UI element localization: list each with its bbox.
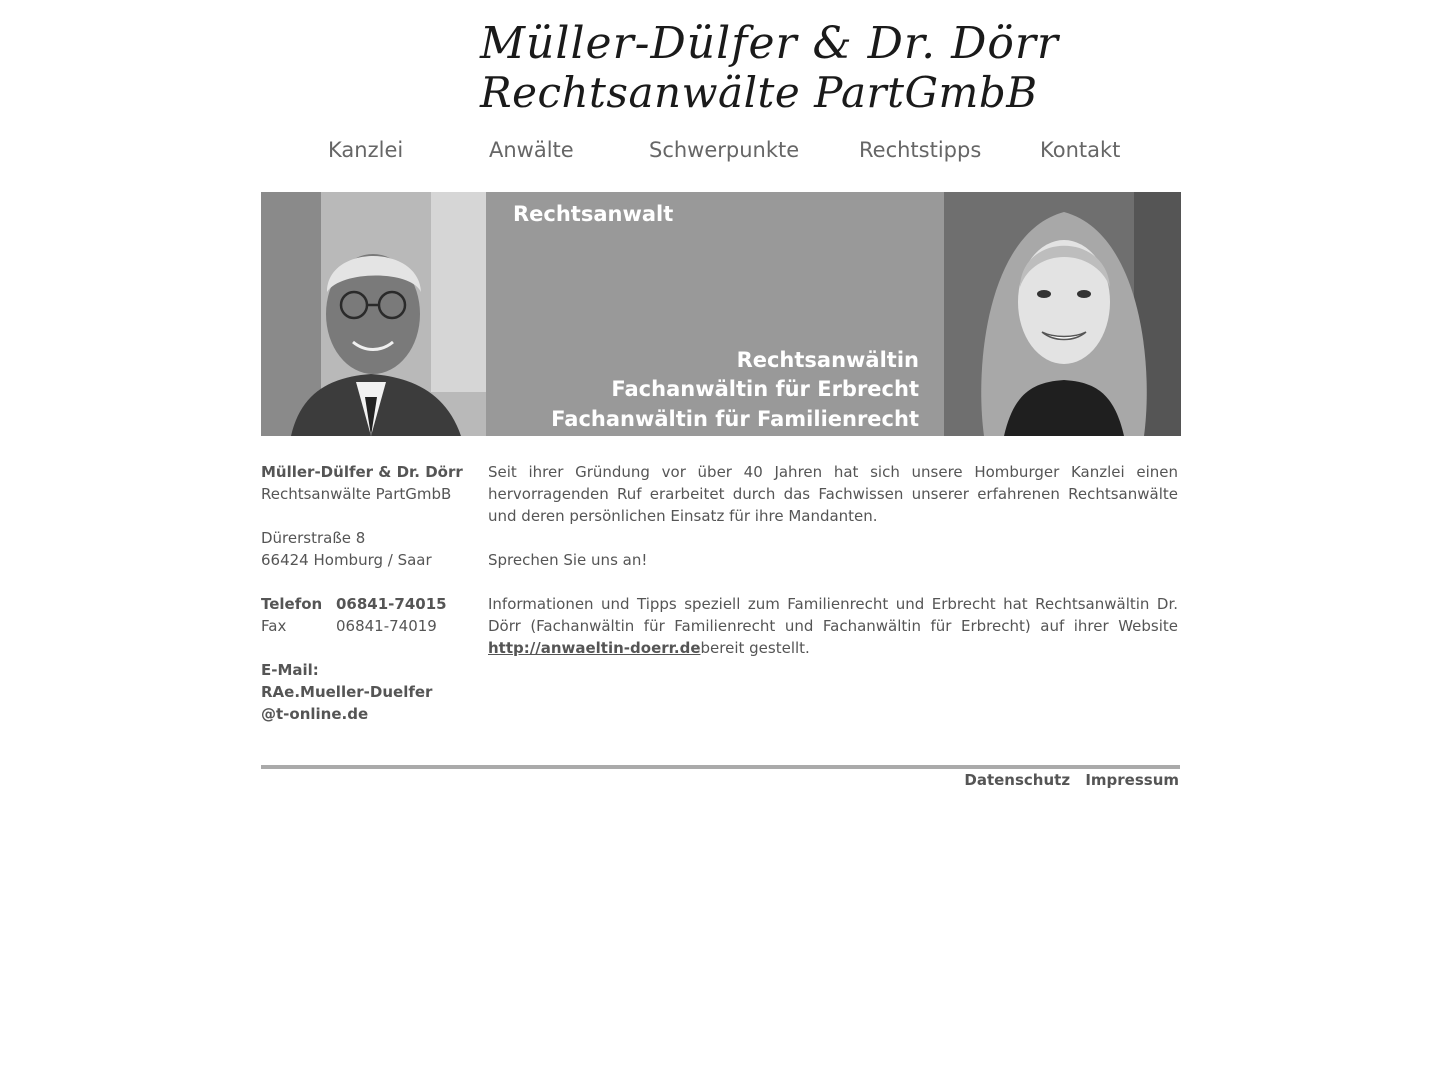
nav-item-kanzlei[interactable]: Kanzlei	[328, 138, 404, 162]
contact-sidebar	[261, 461, 471, 725]
info-paragraph	[488, 593, 1178, 659]
email-label: E-Mail:	[261, 661, 319, 679]
intro-paragraph: Seit ihrer Gründung vor über 40 Jahren hat sich unsere Homburger Kanzlei einen hervorragenden Ruf erarbeitet durch das Fachwissen unserer erfahrenen Rechtsanwälte und deren persönlichen Einsatz für ihre Mandanten.	[488, 463, 1178, 525]
nav-item-schwerpunkte[interactable]: Schwerpunkte	[649, 138, 800, 162]
phone-row	[261, 593, 471, 615]
phone-label: Telefon	[261, 595, 323, 613]
lawyers-banner	[261, 192, 1181, 436]
email-link[interactable]	[261, 681, 471, 725]
main-content	[488, 461, 1178, 681]
spacer	[261, 505, 471, 527]
imprint-link[interactable]: Impressum	[1085, 771, 1179, 789]
fax-label: Fax	[261, 617, 287, 635]
banner-title-left: Rechtsanwalt	[513, 202, 674, 226]
footer-links	[954, 771, 1179, 789]
banner-right-line-3: Fachanwältin für Familienrecht	[551, 407, 919, 431]
photo-male-lawyer	[261, 192, 486, 436]
banner-right-line-1: Rechtsanwältin	[736, 348, 919, 372]
nav-item-anwaelte[interactable]: Anwälte	[489, 138, 574, 162]
firm-logo[interactable]	[470, 10, 1059, 118]
phone-number[interactable]: 06841-74015	[336, 595, 447, 613]
nav-item-kontakt[interactable]: Kontakt	[1040, 138, 1121, 162]
footer-divider	[261, 765, 1180, 769]
call-to-action: Sprechen Sie uns an!	[488, 551, 648, 569]
banner-right-line-2: Fachanwältin für Erbrecht	[611, 377, 919, 401]
firm-type: Rechtsanwälte PartGmbB	[261, 485, 452, 503]
firm-name: Müller-Dülfer & Dr. Dörr	[261, 463, 463, 481]
nav-item-rechtstipps[interactable]: Rechtstipps	[859, 138, 982, 162]
logo-line-2: Rechtsanwälte PartGmbB	[480, 68, 1038, 117]
female-lawyer-portrait	[944, 192, 1181, 436]
info-text: Informationen und Tipps speziell zum Familienrecht und Erbrecht hat Rechtsanwältin Dr. Dörr (Fachanwältin für Familienrecht und Fachanwältin für Erbrecht) auf ihrer Website	[488, 595, 1178, 635]
main-navigation	[261, 138, 1181, 172]
spacer	[261, 571, 471, 593]
info-suffix: bereit gestellt.	[700, 639, 810, 657]
email-line-2[interactable]: @t-online.de	[261, 705, 369, 723]
website-link[interactable]: http://anwaeltin-doerr.de	[488, 639, 701, 657]
fax-number: 06841-74019	[336, 617, 437, 635]
logo-line-1: Müller-Dülfer & Dr. Dörr	[480, 18, 1059, 69]
fax-row	[261, 615, 471, 637]
city-address: 66424 Homburg / Saar	[261, 551, 432, 569]
spacer	[261, 637, 471, 659]
email-line-1[interactable]: RAe.Mueller-Duelfer	[261, 683, 433, 701]
photo-female-lawyer	[944, 192, 1181, 436]
privacy-link[interactable]: Datenschutz	[964, 771, 1071, 789]
street-address: Dürerstraße 8	[261, 529, 366, 547]
male-lawyer-portrait	[261, 192, 486, 436]
